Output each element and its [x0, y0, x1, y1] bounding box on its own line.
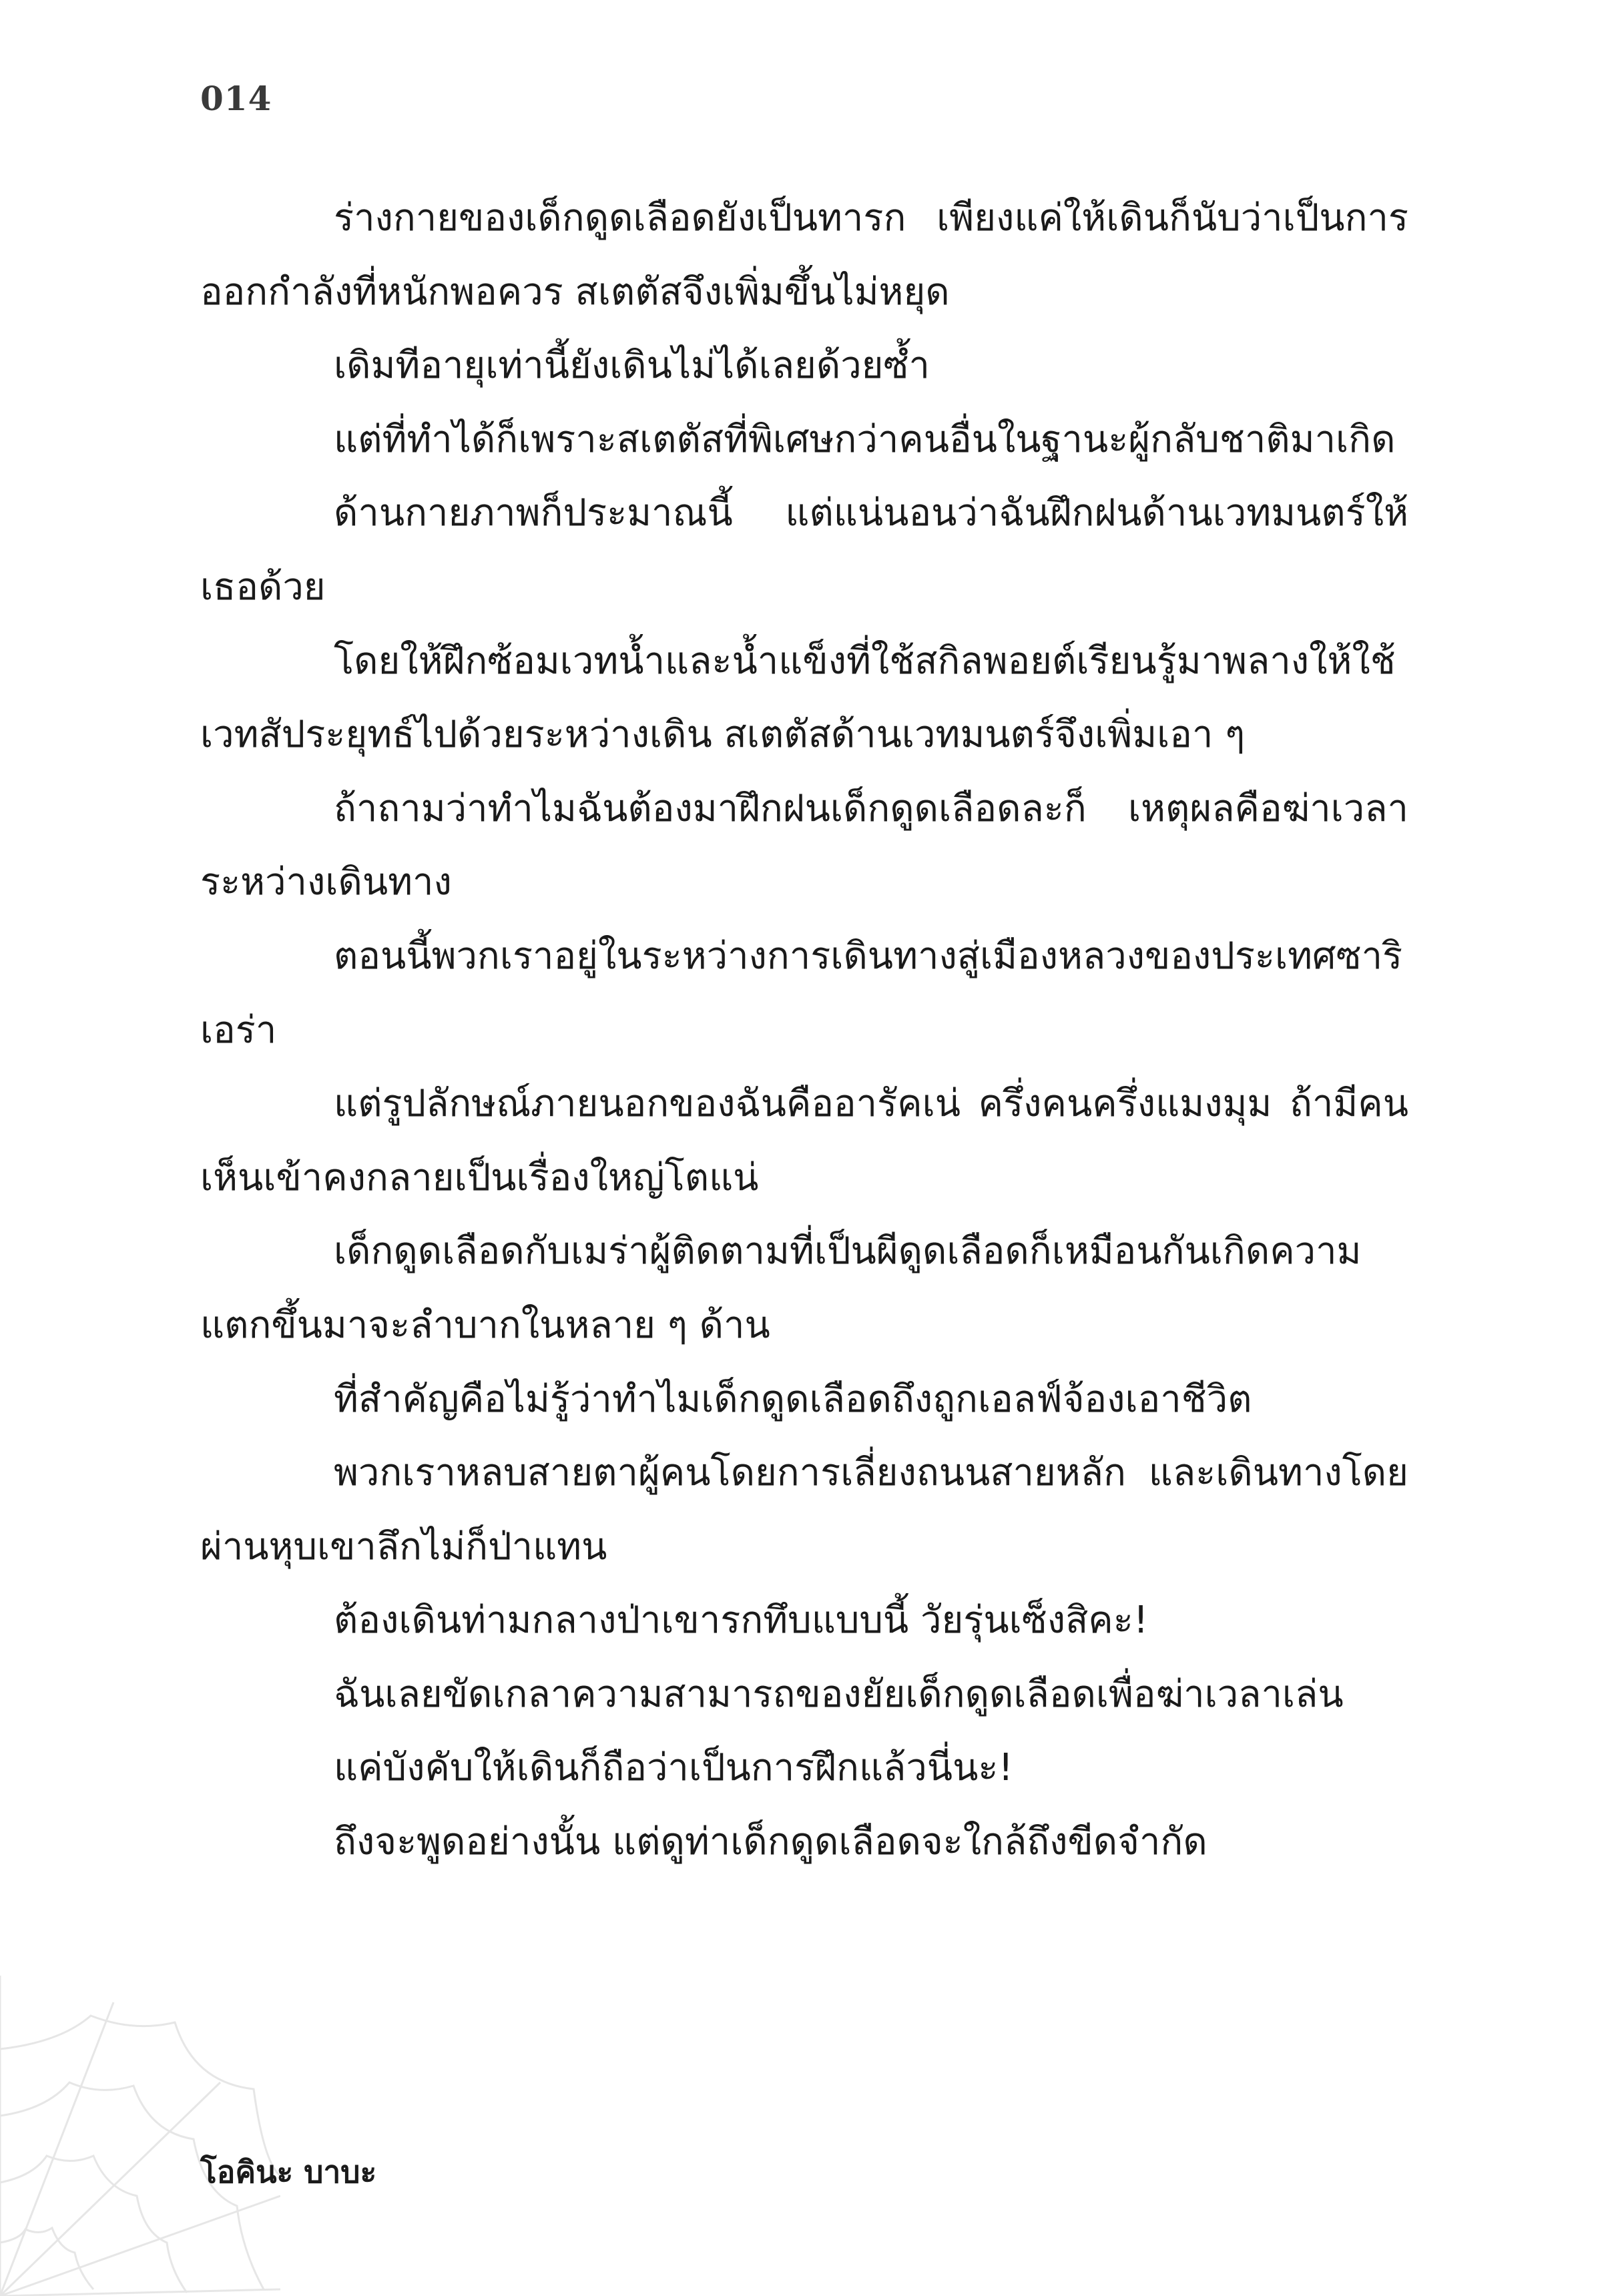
page-number: 014 [200, 79, 272, 118]
paragraph: แต่ที่ทำได้ก็เพราะสเตตัสที่พิเศษกว่าคนอื่นในฐานะผู้กลับชาติมาเกิด [334, 417, 1396, 461]
paragraph: ถึงจะพูดอย่างนั้น แต่ดูท่าเด็กดูดเลือดจะใกล้ถึงขีดจำกัด [334, 1820, 1207, 1864]
paragraph: แค่บังคับให้เดินก็ถือว่าเป็นการฝึกแล้วนี่นะ! [334, 1746, 1013, 1790]
paragraph: ต้องเดินท่ามกลางป่าเขารกทึบแบบนี้ วัยรุ่นเซ็งสิคะ! [334, 1599, 1149, 1643]
paragraph: ตอนนี้พวกเราอยู่ในระหว่างการเดินทางสู่เมืองหลวงของประเทศซาริเอร่า [200, 934, 1403, 1052]
paragraph: แต่รูปลักษณ์ภายนอกของฉันคืออารัคเน่ ครึ่งคนครึ่งแมงมุม ถ้ามีคนเห็นเข้าคงกลายเป็นเรื่องใหญ่โตแน่ [200, 1082, 1408, 1199]
paragraph: โดยให้ฝึกซ้อมเวทน้ำและน้ำแข็งที่ใช้สกิลพอยต์เรียนรู้มาพลางให้ใช้เวทสัประยุทธ์ไปด้วยระหว่างเดิน สเตตัสด้านเวทมนตร์จึงเพิ่มเอา ๆ [200, 639, 1396, 757]
paragraph: เดิมทีอายุเท่านี้ยังเดินไม่ได้เลยด้วยซ้ำ [334, 344, 930, 388]
paragraph: ที่สำคัญคือไม่รู้ว่าทำไมเด็กดูดเลือดถึงถูกเอลฟ์จ้องเอาชีวิต [334, 1377, 1252, 1421]
paragraph: ด้านกายภาพก็ประมาณนี้ แต่แน่นอนว่าฉันฝึกฝนด้านเวทมนตร์ให้เธอด้วย [200, 491, 1408, 609]
paragraph: ฉันเลยขัดเกลาความสามารถของยัยเด็กดูดเลือดเพื่อฆ่าเวลาเล่น [334, 1672, 1344, 1716]
paragraph: พวกเราหลบสายตาผู้คนโดยการเลี่ยงถนนสายหลัก และเดินทางโดยผ่านหุบเขาลึกไม่ก็ป่าแทน [200, 1451, 1408, 1568]
paragraph: เด็กดูดเลือดกับเมร่าผู้ติดตามที่เป็นผีดูดเลือดก็เหมือนกันเกิดความแตกขึ้นมาจะลำบากในหลาย ๆ ด้าน [200, 1229, 1362, 1347]
paragraph: ร่างกายของเด็กดูดเลือดยังเป็นทารก เพียงแค่ให้เดินก็นับว่าเป็นการออกกำลังที่หนักพอควร สเตตัสจึงเพิ่มขึ้นไม่หยุด [200, 196, 1408, 314]
book-title-footer: โอคินะ บาบะ [200, 2154, 377, 2190]
paragraph: ถ้าถามว่าทำไมฉันต้องมาฝึกฝนเด็กดูดเลือดละก็ เหตุผลคือฆ่าเวลาระหว่างเดินทาง [200, 786, 1408, 904]
body-text [200, 182, 1408, 1880]
spiderweb-decoration-icon [0, 1976, 280, 2296]
